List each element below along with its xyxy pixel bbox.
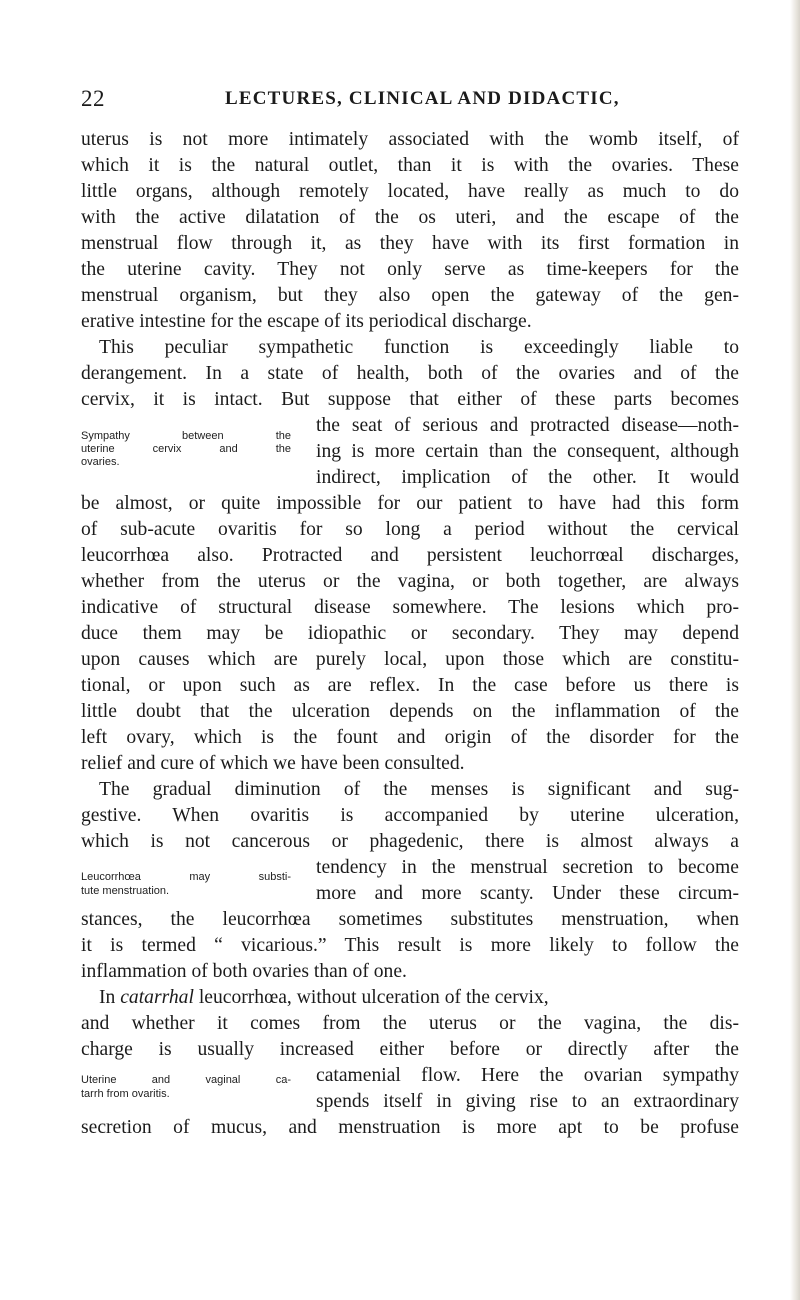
text-line: little organs, although remotely located, have really as much to do bbox=[81, 181, 739, 202]
text-line: upon causes which are purely local, upon those which are constitu- bbox=[81, 649, 739, 670]
text-line: duce them may be idiopathic or secondary. They may depend bbox=[81, 623, 739, 644]
text-line: tendency in the menstrual secretion to become bbox=[316, 857, 739, 878]
text-line: stances, the leucorrhœa sometimes substitutes menstruation, when bbox=[81, 909, 739, 930]
text-line: whether from the uterus or the vagina, or both together, are always bbox=[81, 571, 739, 592]
text-line: more and more scanty. Under these circum- bbox=[316, 883, 739, 904]
text-line: left ovary, which is the fount and origin of the disorder for the bbox=[81, 727, 739, 748]
text-line: menstrual flow through it, as they have with its first formation in bbox=[81, 233, 739, 254]
text-line: spends itself in giving rise to an extraordinary bbox=[316, 1091, 739, 1112]
text-line: derangement. In a state of health, both of the ovaries and of the bbox=[81, 363, 739, 384]
text-line: it is termed “ vicarious.” This result is more likely to follow the bbox=[81, 935, 739, 956]
text-line: indirect, implication of the other. It would bbox=[316, 467, 739, 488]
text-line: tional, or upon such as are reflex. In the case before us there is bbox=[81, 675, 739, 696]
page-number: 22 bbox=[81, 86, 105, 111]
text-line: with the active dilatation of the os uteri, and the escape of the bbox=[81, 207, 739, 228]
text-fragment: leucorrhœa, without ulceration of the cervix, bbox=[198, 987, 549, 1008]
margin-note-1-line: Sympathy between the bbox=[81, 430, 291, 442]
text-line: indicative of structural disease somewhere. The lesions which pro- bbox=[81, 597, 739, 618]
text-line bbox=[99, 985, 739, 1011]
text-line: menstrual organism, but they also open the gateway of the gen- bbox=[81, 285, 739, 306]
text-line: and whether it comes from the uterus or the vagina, the dis- bbox=[81, 1013, 739, 1034]
text-line: leucorrhœa also. Protracted and persistent leuchorrœal discharges, bbox=[81, 545, 739, 566]
text-fragment: In bbox=[99, 987, 116, 1008]
margin-note-2-line: tute menstruation. bbox=[81, 885, 170, 897]
text-line: of sub-acute ovaritis for so long a period without the cervical bbox=[81, 519, 739, 540]
text-line: which is not cancerous or phagedenic, there is almost always a bbox=[81, 831, 739, 852]
text-line: uterus is not more intimately associated with the womb itself, of bbox=[81, 129, 739, 150]
text-line: erative intestine for the escape of its periodical discharge. bbox=[81, 311, 532, 332]
text-line: inflammation of both ovaries than of one. bbox=[81, 961, 407, 982]
text-line: be almost, or quite impossible for our patient to have had this form bbox=[81, 493, 739, 514]
text-line: the seat of serious and protracted disease—noth- bbox=[316, 415, 739, 436]
text-line: catamenial flow. Here the ovarian sympathy bbox=[316, 1065, 739, 1086]
margin-note-3-line: tarrh from ovaritis. bbox=[81, 1088, 170, 1100]
page-header bbox=[0, 86, 800, 116]
text-line: charge is usually increased either before or directly after the bbox=[81, 1039, 739, 1060]
margin-note-1-line: uterine cervix and the bbox=[81, 443, 291, 455]
text-line: This peculiar sympathetic function is exceedingly liable to bbox=[99, 337, 739, 358]
italic-term: catarrhal bbox=[120, 987, 194, 1008]
text-line: the uterine cavity. They not only serve as time-keepers for the bbox=[81, 259, 739, 280]
text-line: relief and cure of which we have been consulted. bbox=[81, 753, 465, 774]
text-line: secretion of mucus, and menstruation is more apt to be profuse bbox=[81, 1117, 739, 1138]
text-line: ing is more certain than the consequent, although bbox=[316, 441, 739, 462]
text-line: little doubt that the ulceration depends on the inflammation of the bbox=[81, 701, 739, 722]
text-line: The gradual diminution of the menses is significant and sug- bbox=[99, 779, 739, 800]
margin-note-1-line: ovaries. bbox=[81, 456, 120, 468]
margin-note-2-line: Leucorrhœa may substi- bbox=[81, 871, 291, 883]
text-line: cervix, it is intact. But suppose that either of these parts becomes bbox=[81, 389, 739, 410]
margin-note-3-line: Uterine and vaginal ca- bbox=[81, 1074, 291, 1086]
text-line: gestive. When ovaritis is accompanied by uterine ulceration, bbox=[81, 805, 739, 826]
text-line: which it is the natural outlet, than it is with the ovaries. These bbox=[81, 155, 739, 176]
page-edge bbox=[790, 0, 800, 1300]
running-head: LECTURES, CLINICAL AND DIDACTIC, bbox=[225, 88, 620, 109]
